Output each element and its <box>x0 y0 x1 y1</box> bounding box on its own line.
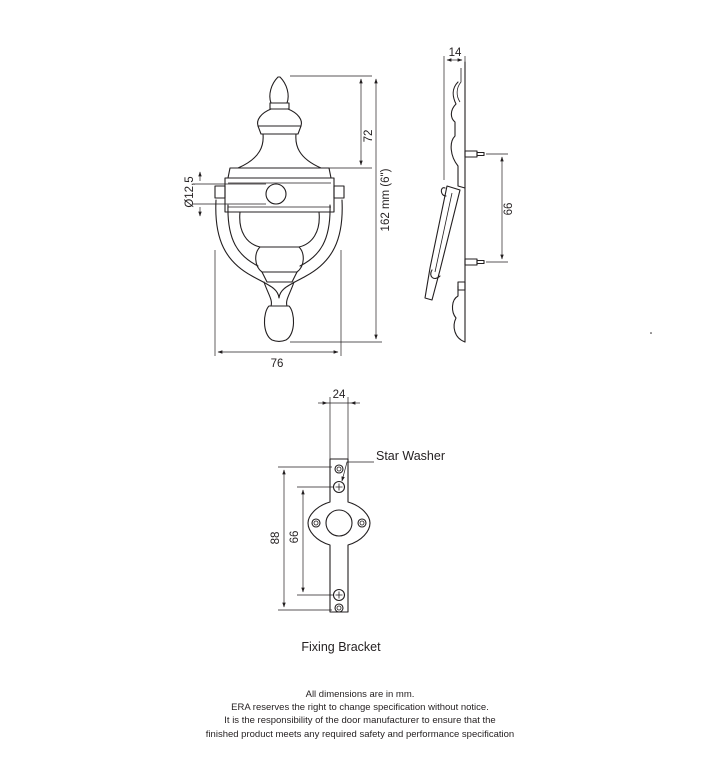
notes-block <box>0 688 720 741</box>
note-line: It is the responsibility of the door manufacturer to ensure that the <box>224 715 496 727</box>
bracket-overall-label: 88 <box>270 531 282 545</box>
overall-height-label: 162 mm (6") <box>380 168 392 232</box>
side-depth-label: 14 <box>448 47 462 59</box>
fixing-bracket <box>308 459 370 612</box>
front-view-dimensions <box>184 76 392 370</box>
bracket-width-label: 24 <box>332 389 346 401</box>
note-line: finished product meets any required safety and performance specification <box>205 728 515 740</box>
overall-width-label: 76 <box>270 358 284 370</box>
side-view <box>425 62 484 342</box>
note-line: ERA reserves the right to change specification without notice. <box>231 702 489 714</box>
front-view <box>215 77 344 342</box>
bracket-dimensions <box>270 389 445 610</box>
striker-diameter-label: Ø12,5 <box>184 176 196 208</box>
side-view-dimensions <box>444 47 515 262</box>
stray-dot <box>650 332 652 334</box>
star-washer-label: Star Washer <box>376 449 446 463</box>
bracket-fixing-centres-label: 66 <box>289 530 301 544</box>
note-line: All dimensions are in mm. <box>305 689 415 700</box>
finial-height-label: 72 <box>363 129 375 143</box>
fixing-bracket-title: Fixing Bracket <box>301 640 381 654</box>
side-fixing-centres-label: 66 <box>503 202 515 216</box>
